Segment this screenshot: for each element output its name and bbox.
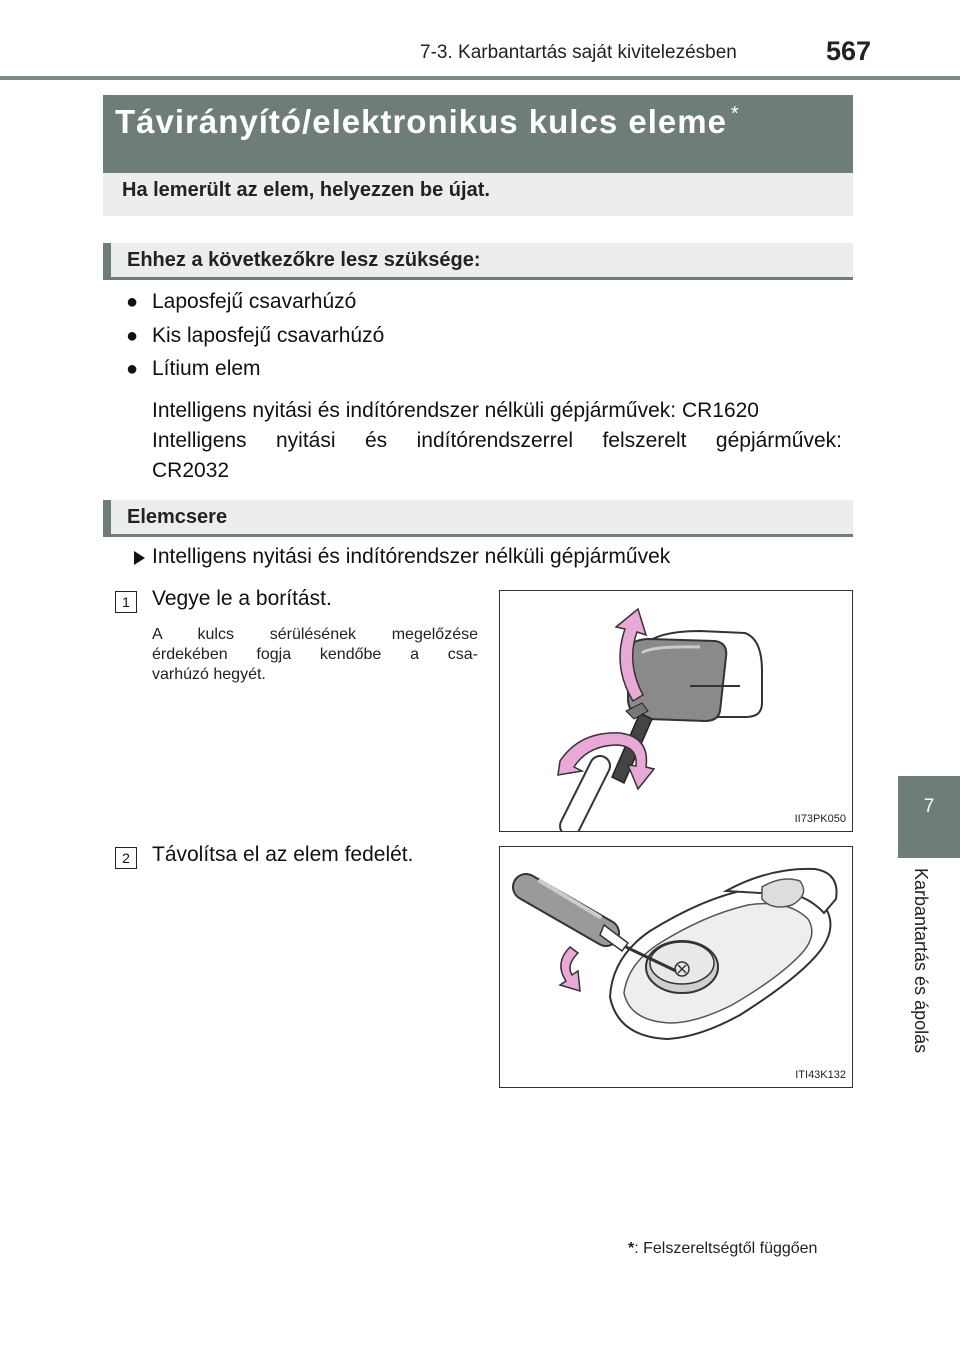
section-header-replacement xyxy=(103,500,853,537)
step-number-badge: 1 xyxy=(115,591,137,613)
list-item: Lítium elem xyxy=(152,357,261,380)
section-header-bar xyxy=(103,243,111,280)
section-header-bar xyxy=(103,500,111,537)
intro-text: Ha lemerült az elem, helyezzen be újat. xyxy=(122,179,490,201)
figure-remove-cover xyxy=(499,590,853,832)
triangle-bullet-icon xyxy=(134,551,145,565)
bullet-icon: ● xyxy=(126,358,139,380)
subheading-vehicle-type: Intelligens nyitási és indítórendszer nélküli gépjárművek xyxy=(152,545,671,568)
figure-code: II73PK050 xyxy=(794,813,846,825)
footnote-marker: * xyxy=(628,1240,635,1257)
header-divider xyxy=(0,76,960,80)
step-number-badge: 2 xyxy=(115,847,137,869)
step-instruction: Távolítsa el az elem fedelét. xyxy=(152,843,414,866)
list-item: Laposfejű csavarhúzó xyxy=(152,290,357,313)
figure-remove-battery-cover xyxy=(499,846,853,1088)
bullet-icon: ● xyxy=(126,325,139,347)
step-note-line: A kulcs sérülésének megelőzése xyxy=(152,626,478,643)
step-note-line: varhúzó hegyét. xyxy=(152,666,266,683)
section-heading-replacement: Elemcsere xyxy=(127,506,228,528)
footnote-text: : Felszereltségtől függően xyxy=(634,1240,818,1257)
chapter-label: Karbantartás és ápolás xyxy=(911,868,931,1054)
key-cover-illustration xyxy=(500,591,852,831)
running-header-section: 7-3. Karbantartás saját kivitelezésben xyxy=(420,42,737,63)
title-footnote-marker: * xyxy=(730,103,740,125)
battery-cover-illustration xyxy=(500,847,852,1087)
chapter-number: 7 xyxy=(923,796,935,817)
page-title xyxy=(115,103,740,141)
section-header-needs xyxy=(103,243,853,280)
step-instruction: Vegye le a borítást. xyxy=(152,587,332,610)
battery-detail-2-cont: CR2032 xyxy=(152,459,230,482)
step-note-line: érdekében fogja kendőbe a csa- xyxy=(152,646,478,663)
page-number: 567 xyxy=(826,36,872,66)
figure-code: ITI43K132 xyxy=(795,1069,846,1081)
footnote xyxy=(628,1240,817,1258)
bullet-icon: ● xyxy=(126,291,139,313)
battery-detail-2: Intelligens nyitási és indítórendszerrel felszerelt gépjárművek: xyxy=(152,429,842,452)
battery-detail-1: Intelligens nyitási és indítórendszer nélküli gépjárművek: CR1620 xyxy=(152,399,759,422)
list-item: Kis laposfejű csavarhúzó xyxy=(152,324,385,347)
section-heading-needs: Ehhez a következőkre lesz szüksége: xyxy=(127,249,481,271)
page-title-text: Távirányító/elektronikus kulcs eleme xyxy=(115,103,727,140)
